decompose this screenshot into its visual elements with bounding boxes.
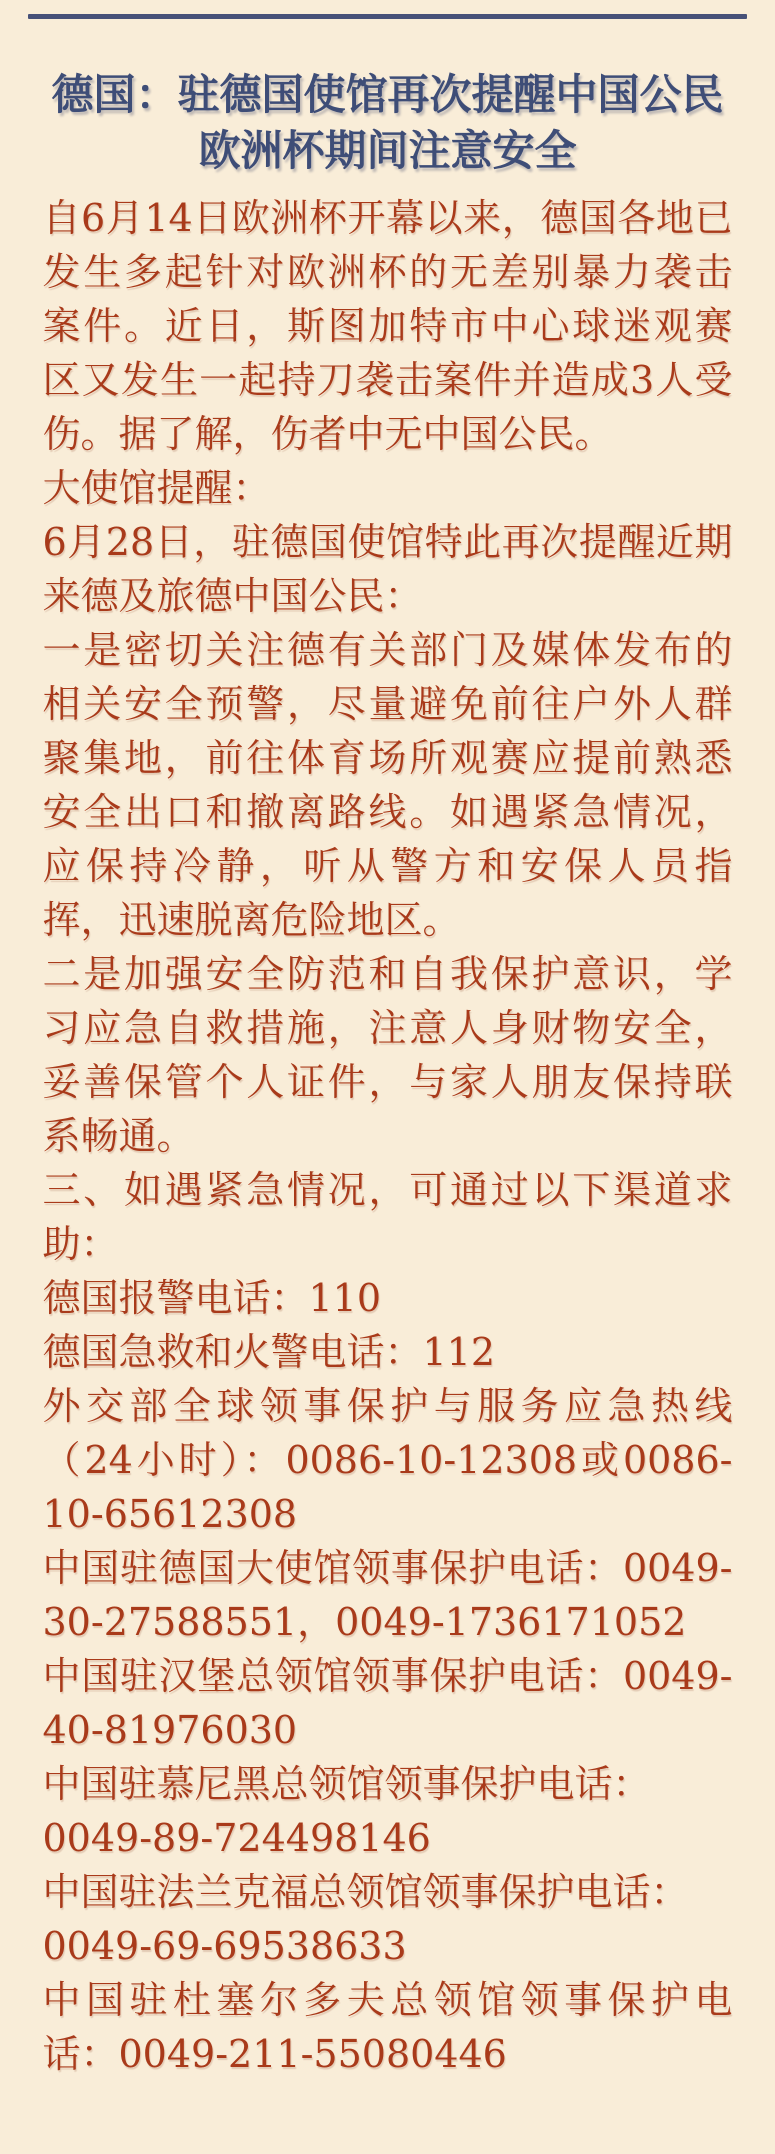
- top-divider: [28, 14, 747, 19]
- body-line: 来德及旅德中国公民：: [42, 574, 423, 618]
- body-line: 30-27588551，0049-1736171052: [42, 1600, 687, 1644]
- body-line: 0049-89-724498146: [42, 1816, 431, 1860]
- body-line: 德国急救和火警电话：112: [42, 1330, 496, 1374]
- body-line: 二是加强安全防范和自我保护意识，学: [42, 952, 733, 996]
- body-line: 伤。据了解，伤者中无中国公民。: [42, 412, 613, 456]
- body-line: 发生多起针对欧洲杯的无差别暴力袭击: [42, 250, 733, 294]
- body-line: 习应急自救措施，注意人身财物安全，: [42, 1006, 733, 1050]
- body-line: 外交部全球领事保护与服务应急热线: [42, 1384, 733, 1428]
- body-line: 0049-69-69538633: [42, 1924, 407, 1968]
- body-line: 应保持冷静，听从警方和安保人员指: [42, 844, 733, 888]
- body-line: 系畅通。: [42, 1114, 195, 1158]
- body-line: 自6月14日欧洲杯开幕以来，德国各地已: [42, 196, 733, 240]
- body-line: 40-81976030: [42, 1708, 298, 1752]
- body-line: 中国驻汉堡总领馆领事保护电话：0049-: [42, 1654, 733, 1698]
- body-line: 6月28日，驻德国使馆特此再次提醒近期: [42, 520, 733, 564]
- body-line: 案件。近日，斯图加特市中心球迷观赛: [42, 304, 733, 348]
- body-line: 挥，迅速脱离危险地区。: [42, 898, 461, 942]
- body-line: 大使馆提醒：: [42, 466, 271, 510]
- notice-body: [43, 191, 733, 2081]
- body-line: 中国驻法兰克福总领馆领事保护电话：: [42, 1870, 689, 1914]
- body-line: （24小时）：0086-10-12308或0086-: [42, 1438, 733, 1482]
- body-line: 妥善保管个人证件，与家人朋友保持联: [42, 1060, 733, 1104]
- body-line: 10-65612308: [42, 1492, 298, 1536]
- body-line: 安全出口和撤离路线。如遇紧急情况，: [42, 790, 733, 834]
- body-line: 中国驻杜塞尔多夫总领馆领事保护电: [42, 1978, 733, 2022]
- body-line: 区又发生一起持刀袭击案件并造成3人受: [42, 358, 733, 402]
- body-line: 话：0049-211-55080446: [42, 2032, 507, 2076]
- body-line: 三、如遇紧急情况，可通过以下渠道求: [42, 1168, 733, 1212]
- body-line: 助：: [42, 1222, 119, 1266]
- body-line: 一是密切关注德有关部门及媒体发布的: [42, 628, 733, 672]
- notice-title: [0, 67, 775, 179]
- body-line: 聚集地，前往体育场所观赛应提前熟悉: [42, 736, 733, 780]
- body-line: 中国驻慕尼黑总领馆领事保护电话：: [42, 1762, 651, 1806]
- title-line: 德国：驻德国使馆再次提醒中国公民: [51, 70, 724, 119]
- title-line: 欧洲杯期间注意安全: [198, 126, 577, 175]
- body-line: 德国报警电话：110: [42, 1276, 382, 1320]
- body-line: 相关安全预警，尽量避免前往户外人群: [42, 682, 733, 726]
- body-line: 中国驻德国大使馆领事保护电话：0049-: [42, 1546, 733, 1590]
